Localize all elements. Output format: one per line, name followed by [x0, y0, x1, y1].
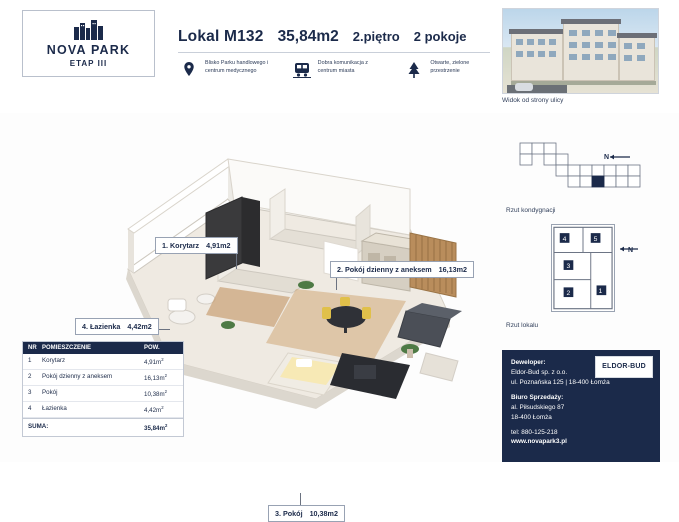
sales-address-line2: 18-400 Łomża — [511, 413, 552, 421]
cell-area-sup: 2 — [164, 373, 168, 379]
cell-room: Pokój — [42, 389, 58, 397]
room-schedule-table — [22, 341, 184, 437]
website-link[interactable]: www.novapark3.pl — [511, 438, 567, 446]
unit-plan-caption: Rzut lokalu — [506, 322, 539, 329]
cell-area-sup: 2 — [164, 389, 168, 395]
room-label-lazienka — [75, 318, 159, 335]
feature-text: Otwarte, zielone przestrzenie — [430, 60, 470, 74]
buildings-icon — [66, 20, 112, 40]
unit-rooms: 2 pokoje — [413, 29, 467, 44]
cell-room: Korytarz — [42, 357, 66, 364]
cell-area-value: 4,91m — [144, 359, 162, 367]
developer-address: ul. Poznańska 125 | 18-400 Łomża — [511, 378, 610, 386]
cell-area — [144, 357, 178, 366]
table-row — [23, 402, 183, 418]
storey-plan-caption: Rzut kondygnacji — [506, 207, 556, 214]
sum-value-number: 35,84m — [144, 425, 165, 433]
room-label-area: 16,13m2 — [438, 265, 468, 274]
unit-number: Lokal M132 — [178, 28, 264, 45]
cell-room: Pokój dzienny z aneksem — [42, 373, 113, 381]
room-label-area: 10,38m2 — [309, 509, 338, 518]
table-header-area: POW. — [144, 345, 160, 351]
cell-area — [144, 373, 178, 382]
table-row — [23, 370, 183, 386]
table-header-row — [23, 342, 183, 354]
svg-text:5: 5 — [593, 235, 598, 243]
cell-nr: 3 — [28, 389, 32, 397]
page-title — [178, 28, 508, 46]
table-header-nr: NR — [28, 345, 37, 351]
photo-caption: Widok od strony ulicy — [502, 97, 564, 104]
feature-list — [178, 60, 498, 80]
logo-name: NOVA PARK — [46, 42, 131, 57]
sum-value-sup: 2 — [165, 423, 168, 429]
feature-item — [178, 60, 273, 80]
feature-text: Blisko Parku handlowego i centrum medycznego — [205, 60, 269, 74]
cell-area — [144, 389, 178, 398]
storey-key-plan — [506, 141, 658, 203]
title-divider — [178, 52, 490, 53]
cell-nr: 2 — [28, 373, 32, 381]
room-label-pokoj — [268, 505, 345, 522]
sum-value — [144, 423, 178, 432]
building-photo — [502, 8, 659, 94]
phone-number[interactable]: tel: 880-125-218 — [511, 428, 558, 436]
header — [0, 0, 679, 113]
room-label-name: 1. Korytarz — [162, 241, 200, 250]
unit-floor: 2.piętro — [352, 29, 400, 44]
room-label-name: 4. Łazienka — [82, 322, 121, 331]
eldor-bud-logo-text: ELDOR-BUD — [602, 362, 646, 370]
table-header-room: POMIESZCZENIE — [42, 345, 92, 351]
feature-text: Dobra komunikacja z centrum miasta — [317, 60, 369, 74]
cell-nr: 1 — [28, 357, 32, 364]
unit-key-plan — [551, 224, 615, 312]
table-row — [23, 386, 183, 402]
svg-text:1: 1 — [598, 288, 603, 296]
cell-nr: 4 — [28, 405, 32, 413]
sales-office-label: Biuro Sprzedaży: — [511, 393, 564, 401]
tree-icon — [403, 60, 425, 80]
room-label-name: 3. Pokój — [275, 509, 303, 518]
unit-area: 35,84m2 — [277, 28, 339, 45]
contact-info-box — [502, 350, 660, 462]
developer-name: Eldor-Bud sp. z o.o. — [511, 368, 568, 376]
cell-room: Łazienka — [42, 405, 67, 413]
table-sum-row — [23, 418, 183, 436]
footer — [0, 462, 679, 480]
logo — [22, 10, 155, 77]
eldor-bud-logo — [595, 356, 653, 378]
developer-label: Deweloper: — [511, 359, 546, 366]
room-label-area: 4,91m2 — [206, 241, 231, 250]
cell-area-value: 10,38m — [144, 391, 165, 399]
room-label-area: 4,42m2 — [127, 322, 152, 331]
room-label-korytarz — [155, 237, 238, 254]
north-label-storey: N — [604, 154, 610, 161]
room-label-pokoj-dzienny — [330, 261, 474, 278]
feature-item — [403, 60, 498, 80]
sales-address-line1: al. Piłsudskiego 87 — [511, 403, 565, 411]
cell-area — [144, 405, 178, 414]
cell-area-value: 4,42m — [144, 407, 162, 415]
svg-text:3: 3 — [566, 263, 571, 270]
table-row — [23, 354, 183, 370]
room-label-name: 2. Pokój dzienny z aneksem — [337, 265, 432, 274]
sum-label: SUMA: — [28, 423, 49, 431]
tram-icon — [291, 60, 313, 80]
location-pin-icon — [178, 60, 200, 80]
svg-text:2: 2 — [566, 290, 571, 298]
logo-sub: ETAP III — [69, 58, 108, 68]
cell-area-sup: 2 — [161, 357, 164, 362]
svg-text:4: 4 — [562, 235, 567, 243]
cell-area-value: 16,13m — [144, 375, 165, 383]
cell-area-sup: 2 — [161, 405, 164, 411]
north-label-unit: N — [628, 247, 634, 254]
feature-item — [291, 60, 386, 80]
